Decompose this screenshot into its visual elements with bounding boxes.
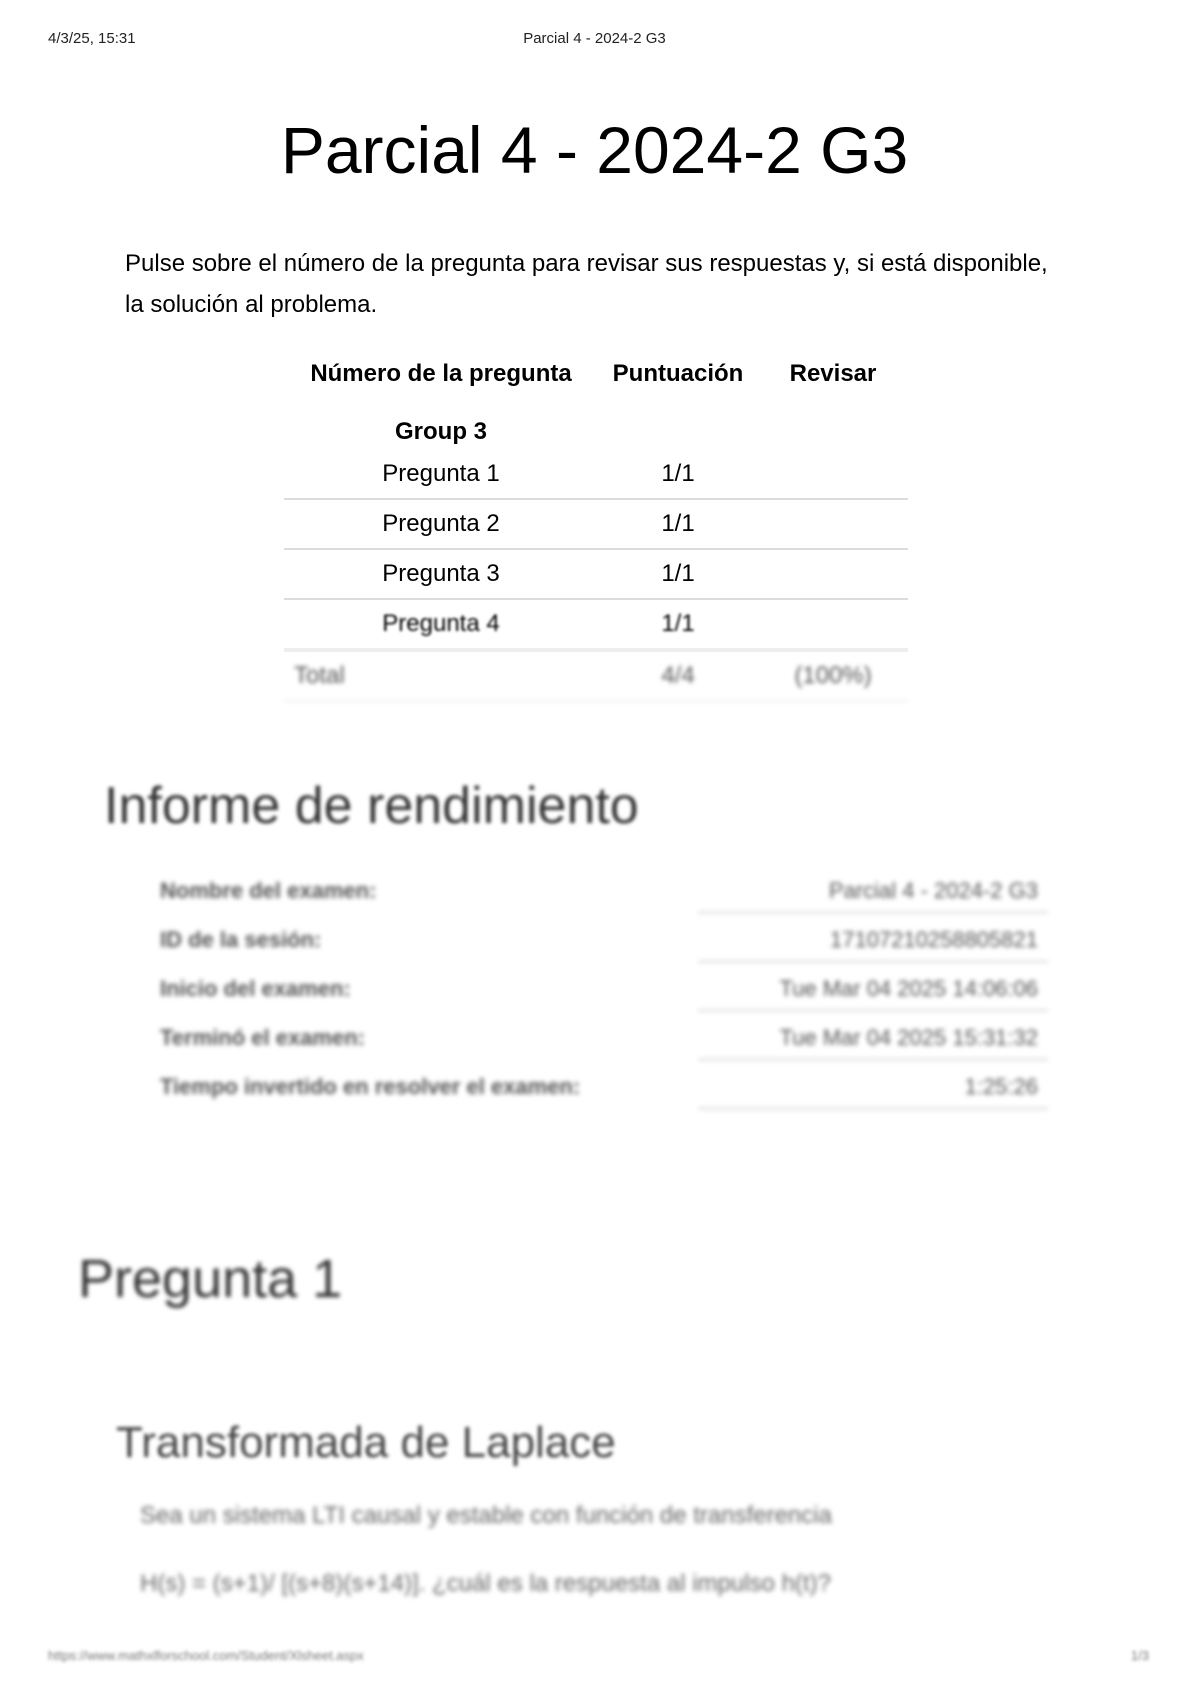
report-label: ID de la sesión: [160,926,322,952]
report-value: Parcial 4 - 2024-2 G3 [698,868,1048,914]
report-value: Tue Mar 04 2025 15:31:32 [698,1015,1048,1061]
question-score: 1/1 [661,610,695,637]
report-table [160,866,1048,1111]
report-label: Nombre del examen: [160,877,377,903]
report-row [160,1013,1048,1062]
total-label: Total [294,662,345,689]
table-row[interactable] [284,600,908,652]
question-score: 1/1 [661,560,695,587]
results-header-row [284,356,908,392]
question-topic: Transformada de Laplace [116,1418,616,1467]
table-row[interactable] [284,500,908,550]
total-percent: (100%) [794,662,872,689]
report-value: 1:25:26 [698,1064,1048,1110]
question-link[interactable]: Pregunta 2 [382,510,500,537]
report-label: Inicio del examen: [160,975,351,1001]
report-label: Tiempo invertido en resolver el examen: [160,1073,581,1099]
report-row [160,964,1048,1013]
question-score: 1/1 [661,510,695,537]
header-score: Puntuación [612,360,744,387]
question-heading: Pregunta 1 [78,1249,343,1309]
print-footer-url: https://www.mathxlforschool.com/Student/Xlsheet.aspx [48,1648,364,1663]
question-text-line-1: Sea un sistema LTI causal y estable con función de transferencia [140,1502,832,1529]
report-value: Tue Mar 04 2025 14:06:06 [698,966,1048,1012]
header-review: Revisar [789,360,877,387]
total-score: 4/4 [661,662,695,689]
report-row [160,1062,1048,1111]
question-link[interactable]: Pregunta 4 [382,610,500,637]
report-row [160,866,1048,915]
group-label: Group 3 [394,418,487,445]
table-row[interactable] [284,550,908,600]
table-row[interactable] [284,450,908,500]
report-value: 17107210258805821 [698,917,1048,963]
print-datetime: 4/3/25, 15:31 [48,30,136,47]
intro-text: Pulse sobre el número de la pregunta para revisar sus respuestas y, si está disponible, la solución al problema. [125,250,1048,318]
total-row [284,652,908,702]
results-table [284,356,908,702]
question-score: 1/1 [661,460,695,487]
question-link[interactable]: Pregunta 3 [382,560,500,587]
question-link[interactable]: Pregunta 1 [382,460,500,487]
page-title: Parcial 4 - 2024-2 G3 [280,113,909,187]
report-heading: Informe de rendimiento [104,777,639,835]
question-text-line-2: H(s) = (s+1)/ [(s+8)(s+14)]. ¿cuál es la respuesta al impulso h(t)? [140,1570,831,1597]
group-label-row [284,414,908,450]
print-doc-title: Parcial 4 - 2024-2 G3 [523,30,666,47]
report-row [160,915,1048,964]
report-label: Terminó el examen: [160,1024,365,1050]
header-question: Número de la pregunta [310,360,572,387]
print-footer-page: 1/3 [1130,1648,1149,1663]
